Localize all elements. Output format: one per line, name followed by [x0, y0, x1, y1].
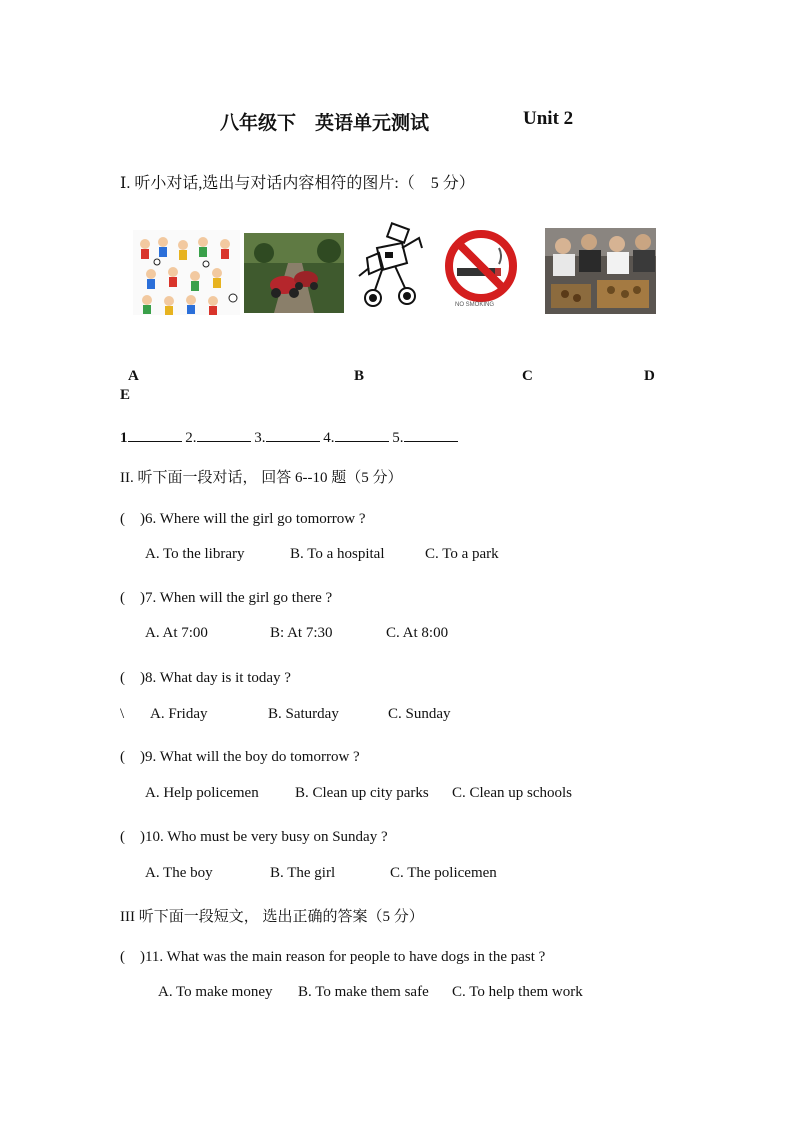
q11-option-a[interactable]: A. To make money: [158, 984, 273, 1000]
q6-option-a[interactable]: A. To the library: [145, 546, 245, 562]
image-a: [133, 230, 240, 315]
section2-heading: II. 听下面一段对话， 回答 6--10 题（5 分）: [120, 470, 403, 486]
q8-option-c[interactable]: C. Sunday: [388, 706, 451, 722]
q7-option-c[interactable]: C. At 8:00: [386, 625, 449, 641]
answer-3-number: 3.: [254, 430, 266, 446]
q8-option-b[interactable]: B. Saturday: [268, 706, 339, 722]
unit-label: Unit 2: [523, 108, 574, 129]
section1-heading: Ⅰ. 听小对话,选出与对话内容相符的图片:（ 5 分）: [120, 175, 475, 192]
no-smoking-caption: NO SMOKING: [455, 302, 495, 308]
q11-option-c[interactable]: C. To help them work: [452, 984, 583, 1000]
answer-5-number: 5.: [392, 430, 404, 446]
answer-1-blank[interactable]: [128, 427, 182, 442]
answer-2-number: 2.: [185, 430, 197, 446]
q6-option-c[interactable]: C. To a park: [425, 546, 499, 562]
kids-playing-soccer-icon: [133, 230, 240, 315]
question-10: ( )10. Who must be very busy on Sunday ?: [120, 829, 388, 845]
question-11: ( )11. What was the main reason for people to have dogs in the past ?: [120, 949, 546, 965]
label-a: A: [128, 368, 139, 384]
answer-blanks-row: [120, 427, 458, 447]
image-b: [244, 233, 344, 313]
q10-option-a[interactable]: A. The boy: [145, 865, 213, 881]
motorbikes-on-road-icon: [244, 233, 344, 313]
q10-option-c[interactable]: C. The policemen: [390, 865, 497, 881]
answer-5-blank[interactable]: [404, 427, 458, 442]
label-e: E: [120, 387, 131, 403]
label-c: C: [522, 368, 533, 384]
answer-3-blank[interactable]: [266, 427, 320, 442]
answer-2-blank[interactable]: [197, 427, 251, 442]
q7-option-b[interactable]: B: At 7:30: [270, 625, 333, 641]
question-8: ( )8. What day is it today ?: [120, 670, 291, 686]
q11-option-b[interactable]: B. To make them safe: [298, 984, 429, 1000]
question-9: ( )9. What will the boy do tomorrow ?: [120, 749, 360, 765]
page-title: 八年级下 英语单元测试: [220, 113, 430, 134]
q7-option-a[interactable]: A. At 7:00: [145, 625, 208, 641]
q8-stray-mark: \: [120, 706, 125, 722]
image-d: [433, 228, 530, 315]
question-7: ( )7. When will the girl go there ?: [120, 590, 333, 606]
label-d: D: [644, 368, 655, 384]
label-b: B: [354, 368, 365, 384]
answer-4-blank[interactable]: [335, 427, 389, 442]
image-c: [347, 218, 427, 314]
answer-4-number: 4.: [323, 430, 335, 446]
cartoon-robot-icon: [347, 218, 427, 314]
question-6: ( )6. Where will the girl go tomorrow ?: [120, 511, 366, 527]
q9-option-b[interactable]: B. Clean up city parks: [295, 785, 429, 801]
q9-option-a[interactable]: A. Help policemen: [145, 785, 259, 801]
image-e: [545, 228, 656, 314]
q8-option-a[interactable]: A. Friday: [150, 706, 208, 722]
q9-option-c[interactable]: C. Clean up schools: [452, 785, 572, 801]
q6-option-b[interactable]: B. To a hospital: [290, 546, 385, 562]
section3-heading: III 听下面一段短文， 选出正确的答案（5 分）: [120, 909, 424, 925]
people-serving-food-icon: [545, 228, 656, 314]
answer-1-number: 1: [120, 430, 128, 446]
q10-option-b[interactable]: B. The girl: [270, 865, 336, 881]
